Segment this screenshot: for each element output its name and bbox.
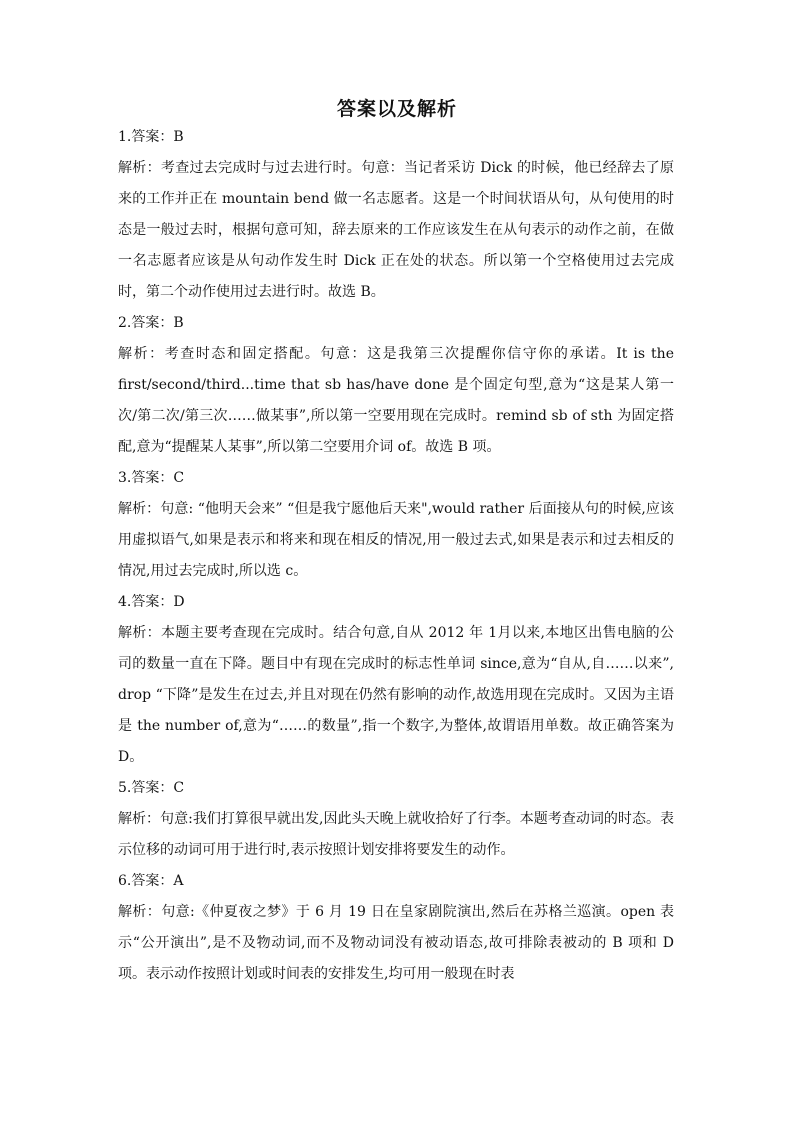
answer-3: 3.答案：C	[118, 470, 185, 486]
answer-4: 4.答案：D	[118, 594, 185, 610]
answer-6: 6.答案：A	[118, 873, 184, 889]
analysis-5: 解析：句意:我们打算很早就出发,因此头天晚上就收拾好了行李。本题考查动词的时态。表示位移的动词可用于进行时,表示按照计划安排将要发生的动作。	[118, 811, 674, 858]
analysis-4: 解析：本题主要考查现在完成时。结合句意,自从 2012 年 1月以来,本地区出售电脑的公司的数量一直在下降。题目中有现在完成时的标志性单词 since,意为“自从,自……以来”, drop “下降”是发生在过去,并且对现在仍然有影响的动作,故选用现在完成时。又因为主语是 the number of,意为“……的数量”,指一个数字,为整体,故谓语用单数。故正确答案为 D。	[118, 625, 674, 765]
answer-2: 2.答案：B	[118, 315, 184, 331]
page-title: 答案以及解析	[336, 98, 457, 120]
analysis-3: 解析：句意: “他明天会来” “但是我宁愿他后天来",would rather 后面接从句的时候,应该用虚拟语气,如果是表示和将来和现在相反的情况,用一般过去式,如果是表示和过去相反的情况,用过去完成时,所以选 c。	[118, 501, 674, 579]
analysis-2: 解析：考查时态和固定搭配。句意：这是我第三次提醒你信守你的承诺。It is the first/second/third...time that sb has/have done 是个固定句型,意为“这是某人第一次/第二次/第三次……做某事”,所以第一空要用现在完成时。remind sb of sth 为固定搭配,意为“提醒某人某事”,所以第二空要用介词 of。故选 B 项。	[118, 346, 674, 455]
answer-5: 5.答案：C	[118, 780, 185, 796]
analysis-6: 解析：句意:《仲夏夜之梦》于 6 月 19 日在皇家剧院演出,然后在苏格兰巡演。open 表示“公开演出”,是不及物动词,而不及物动词没有被动语态,故可排除表被动的 B 项和 D 项。表示动作按照计划或时间表的安排发生,均可用一般现在时表	[118, 904, 674, 982]
answer-1: 1.答案：B	[118, 129, 184, 145]
analysis-1: 解析：考查过去完成时与过去进行时。句意：当记者采访 Dick 的时候，他已经辞去了原来的工作并正在 mountain bend 做一名志愿者。这是一个时间状语从句，从句使用的时态是一般过去时，根据句意可知，辞去原来的工作应该发生在从句表示的动作之前，在做一名志愿者应该是从句动作发生时 Dick 正在处的状态。所以第一个空格使用过去完成时，第二个动作使用过去进行时。故选 B。	[118, 160, 674, 300]
answer-list	[118, 122, 674, 990]
